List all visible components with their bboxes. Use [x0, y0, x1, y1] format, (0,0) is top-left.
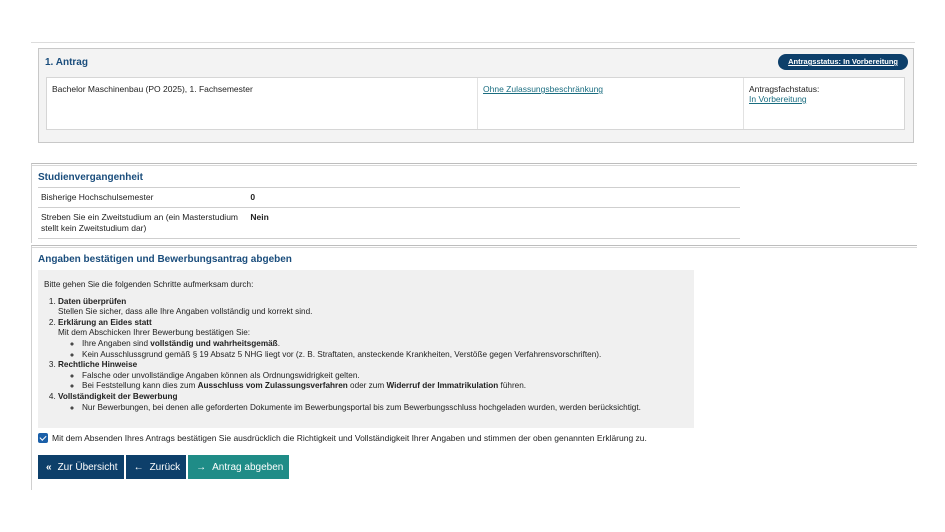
admission-link[interactable]: Ohne Zulassungsbeschränkung — [483, 84, 604, 94]
step-title: Daten überprüfen — [58, 296, 127, 306]
sub-item: ◦ Bei Feststellung kann dies zum Ausschluss vom Zulassungsverfahren oder zum Widerruf der Immatrikulation führen. — [82, 381, 688, 392]
antrag-title: 1. Antrag — [45, 57, 88, 68]
sub-list — [58, 371, 688, 392]
overview-button-label: Zur Übersicht — [57, 461, 118, 473]
table-row — [38, 187, 740, 207]
step-title: Vollständigkeit der Bewerbung — [58, 391, 178, 401]
row-label: Streben Sie ein Zweitstudium an (ein Masterstudium stellt kein Zweitstudium dar) — [41, 212, 239, 233]
step-title: Erklärung an Eides statt — [58, 317, 152, 327]
step-item — [58, 318, 688, 360]
overview-button[interactable] — [38, 455, 124, 479]
admission-cell — [477, 78, 743, 129]
step-title: Rechtliche Hinweise — [58, 360, 138, 370]
step-item — [58, 360, 688, 392]
studienvergangenheit-table — [38, 187, 740, 239]
program-name: Bachelor Maschinenbau (PO 2025), 1. Fachsemester — [52, 84, 253, 94]
step-item — [58, 297, 688, 318]
action-buttons — [38, 455, 289, 479]
studienvergangenheit-section — [31, 163, 917, 243]
submit-button-label: Antrag abgeben — [212, 461, 284, 473]
back-button-label: Zurück — [149, 461, 181, 473]
angaben-title: Angaben bestätigen und Bewerbungsantrag abgeben — [38, 254, 292, 265]
antrag-panel — [38, 48, 914, 143]
fach-status-link[interactable]: In Vorbereitung — [749, 94, 807, 104]
step-item — [58, 392, 688, 413]
step-text: Stellen Sie sicher, dass alle Ihre Angaben vollständig und korrekt sind. — [58, 307, 313, 317]
antrag-header — [39, 49, 913, 75]
sub-item: ◦ Falsche oder unvollständige Angaben können als Ordnungswidrigkeit gelten. — [82, 371, 688, 382]
steps-list — [44, 297, 688, 414]
antrag-status-badge[interactable]: Antragsstatus: In Vorbereitung — [778, 54, 908, 70]
fach-status-cell — [743, 78, 906, 129]
sub-list — [58, 403, 688, 414]
step-text: Mit dem Abschicken Ihrer Bewerbung bestätigen Sie: — [58, 328, 251, 338]
confirm-checkbox[interactable] — [38, 433, 48, 443]
arrow-right-icon: → — [196, 461, 207, 473]
instructions-box — [38, 270, 694, 428]
arrow-left-icon: ← — [133, 461, 144, 473]
sub-list — [58, 339, 688, 360]
fach-status-label: Antragsfachstatus: — [749, 84, 820, 94]
row-value: Nein — [250, 212, 269, 222]
row-value: 0 — [250, 192, 256, 202]
table-row — [38, 207, 740, 239]
top-divider — [31, 42, 915, 43]
antrag-details — [46, 77, 905, 130]
confirm-row[interactable] — [38, 433, 647, 443]
confirm-text: Mit dem Absenden Ihres Antrags bestätigen Sie ausdrücklich die Richtigkeit und Vollständigkeit Ihrer Angaben und stimmen der oben genannten Erklärung zu. — [52, 433, 647, 443]
double-chevron-left-icon: « — [46, 461, 52, 473]
submit-button[interactable] — [188, 455, 289, 479]
instructions-intro: Bitte gehen Sie die folgenden Schritte aufmerksam durch: — [44, 280, 254, 289]
angaben-section — [31, 245, 917, 490]
program-cell — [47, 78, 477, 129]
row-label: Bisherige Hochschulsemester — [41, 192, 154, 202]
studienvergangenheit-title: Studienvergangenheit — [38, 172, 144, 183]
sub-item: ◦ Ihre Angaben sind vollständig und wahrheitsgemäß. — [82, 339, 688, 350]
sub-item: ◦ Nur Bewerbungen, bei denen alle geforderten Dokumente im Bewerbungsportal bis zum Bewerbungsschluss hochgeladen wurden, werden berücksichtigt. — [82, 403, 688, 414]
sub-item: ◦ Kein Ausschlussgrund gemäß § 19 Absatz 5 NHG liegt vor (z. B. Straftaten, ansteckende Krankheiten, Verstöße gegen Verfahrensvorschriften). — [82, 350, 688, 361]
back-button[interactable] — [126, 455, 187, 479]
